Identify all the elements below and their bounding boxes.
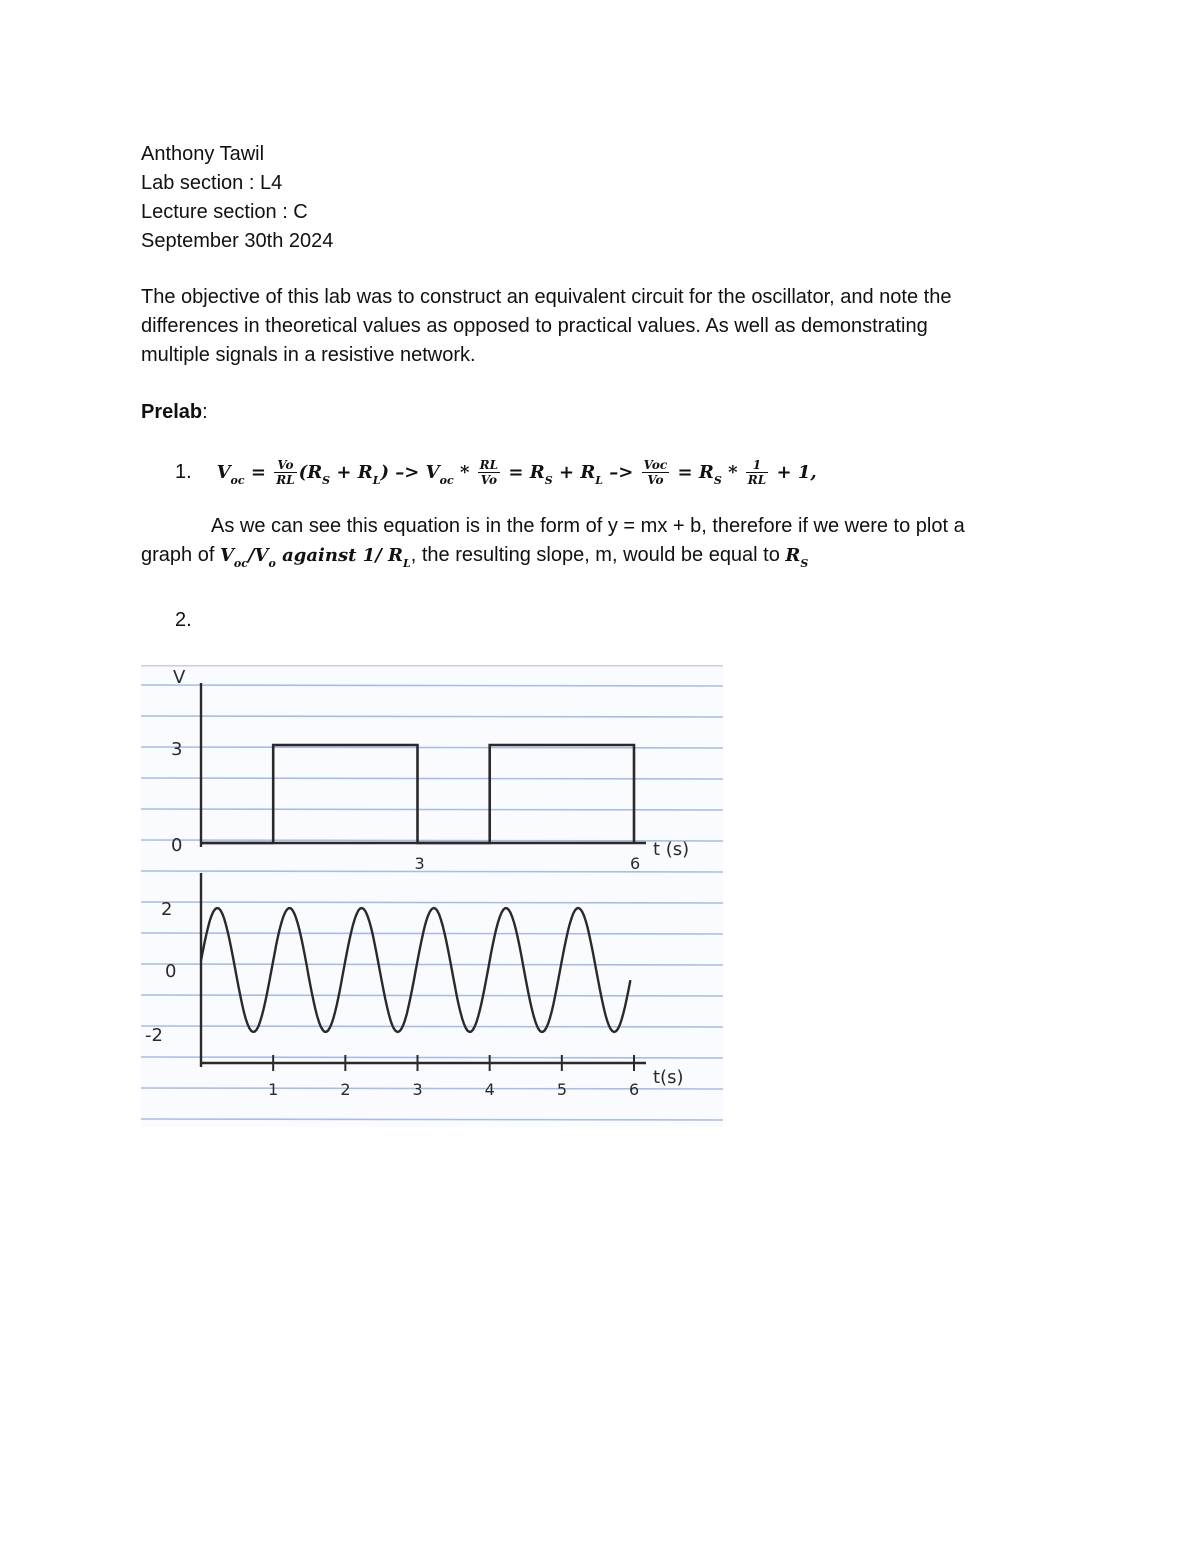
eq-symbol: V: [425, 461, 440, 483]
explanation-math: [785, 545, 809, 570]
ruled-line: [141, 778, 723, 779]
eq-symbol: against 1/ R: [275, 545, 404, 566]
objective-line: multiple signals in a resistive network.: [141, 344, 476, 366]
eq-subscript: L: [372, 473, 381, 487]
eq-subscript: L: [595, 473, 604, 487]
fraction-one-over-rl: [746, 458, 768, 487]
equation-item-1: [175, 458, 817, 487]
eq-symbol: /V: [247, 545, 269, 566]
fraction-numerator: Voc: [643, 458, 668, 472]
eq-operator: *: [459, 461, 470, 483]
explanation-line: [141, 541, 808, 578]
top-y-axis-label: V: [173, 667, 186, 688]
fraction-denominator: RL: [276, 473, 295, 487]
fraction-rl-over-vo: [478, 458, 500, 487]
bottom-x-axis-label: t(s): [653, 1067, 684, 1088]
equation: [216, 458, 817, 487]
ruled-line: [141, 902, 723, 903]
fraction-denominator: Vo: [647, 473, 664, 487]
bottom-x-tick-label: 4: [484, 1080, 495, 1099]
eq-arrow: –>: [395, 461, 420, 483]
bottom-y-tick-label: -2: [145, 1025, 163, 1046]
fraction-denominator: Vo: [480, 473, 497, 487]
bottom-x-tick-label: 5: [556, 1080, 568, 1099]
ruled-line: [141, 1026, 723, 1027]
author-name: Anthony Tawil: [141, 143, 265, 165]
ruled-line: [141, 716, 723, 717]
eq-symbol: R: [357, 461, 373, 483]
lab-section: Lab section : L4: [141, 172, 283, 194]
prelab-heading: Prelab: [141, 401, 203, 423]
eq-operator: (: [298, 461, 308, 483]
square-wave: [201, 745, 634, 843]
eq-subscript: o: [268, 557, 276, 570]
top-y-tick-label: 0: [171, 835, 183, 856]
eq-symbol: R: [698, 461, 714, 483]
prelab-heading-row: [141, 398, 208, 426]
ruled-line: [141, 1057, 723, 1058]
fraction-denominator: RL: [747, 473, 767, 487]
date: September 30th 2024: [141, 230, 334, 252]
bottom-x-tick-label: 1: [268, 1080, 279, 1099]
explanation-text: graph of: [141, 544, 220, 566]
fraction-numerator: RL: [479, 458, 499, 472]
eq-symbol: V: [216, 461, 231, 483]
bottom-y-tick-label: 2: [161, 899, 173, 920]
ruled-line: [141, 840, 723, 841]
sine-wave: [201, 908, 630, 1032]
prelab-colon: :: [202, 401, 208, 423]
eq-operator: =: [677, 461, 693, 483]
eq-subscript: S: [713, 473, 722, 487]
bottom-x-tick-label: 6: [629, 1080, 640, 1099]
eq-arrow: –>: [609, 461, 634, 483]
eq-symbol: R: [307, 461, 323, 483]
eq-subscript: S: [322, 473, 331, 487]
item-number-2: 2.: [175, 609, 192, 631]
top-x-tick-label: 3: [414, 854, 425, 873]
ruled-line: [141, 685, 723, 686]
eq-subscript: oc: [233, 557, 248, 570]
objective-line: The objective of this lab was to construct an equivalent circuit for the oscillator, and note the: [141, 286, 952, 308]
eq-subscript: S: [800, 557, 809, 570]
eq-operator: +: [776, 461, 792, 483]
eq-operator: =: [250, 461, 266, 483]
eq-operator: +: [336, 461, 352, 483]
eq-symbol: 1,: [797, 461, 817, 483]
eq-symbol: R: [529, 461, 545, 483]
explanation-line: As we can see this equation is in the form of y = mx + b, therefore if we were to plot a: [211, 515, 965, 537]
ruled-line: [141, 809, 723, 810]
eq-subscript: S: [544, 473, 553, 487]
eq-operator: +: [558, 461, 575, 483]
fraction-numerator: 1: [746, 458, 768, 473]
item-number: 1.: [175, 460, 192, 483]
eq-operator: =: [508, 461, 524, 483]
eq-subscript: oc: [230, 473, 245, 487]
lecture-section: Lecture section : C: [141, 201, 308, 223]
objective-line: differences in theoretical values as opposed to practical values. As well as demonstrating: [141, 315, 928, 337]
ruled-line: [141, 964, 723, 965]
bottom-y-tick-label: 0: [165, 961, 177, 982]
fraction-vo-over-rl: [274, 458, 296, 487]
eq-subscript: L: [403, 557, 411, 570]
top-x-tick-label: 6: [630, 854, 641, 873]
objective-paragraph: [141, 283, 1041, 370]
eq-symbol: R: [785, 545, 801, 566]
explanation-math: [219, 545, 411, 570]
bottom-x-tick-label: 2: [340, 1080, 351, 1099]
fraction-voc-over-vo: [642, 458, 670, 487]
explanation-text: , the resulting slope, m, would be equal to: [410, 544, 786, 566]
ruled-line: [141, 1119, 723, 1120]
fraction-numerator: Vo: [274, 458, 296, 473]
bottom-x-tick-label: 3: [412, 1080, 423, 1099]
eq-symbol: V: [219, 545, 234, 566]
sketch-svg: [141, 665, 723, 1127]
eq-symbol: R: [580, 461, 596, 483]
eq-subscript: oc: [439, 473, 454, 487]
eq-operator: ): [380, 461, 389, 483]
ruled-line: [141, 995, 723, 996]
ruled-line: [141, 747, 723, 748]
top-y-tick-label: 3: [171, 739, 183, 760]
eq-operator: *: [728, 461, 738, 483]
hand-drawn-sketch: [141, 665, 723, 1127]
top-x-axis-label: t (s): [653, 839, 690, 860]
